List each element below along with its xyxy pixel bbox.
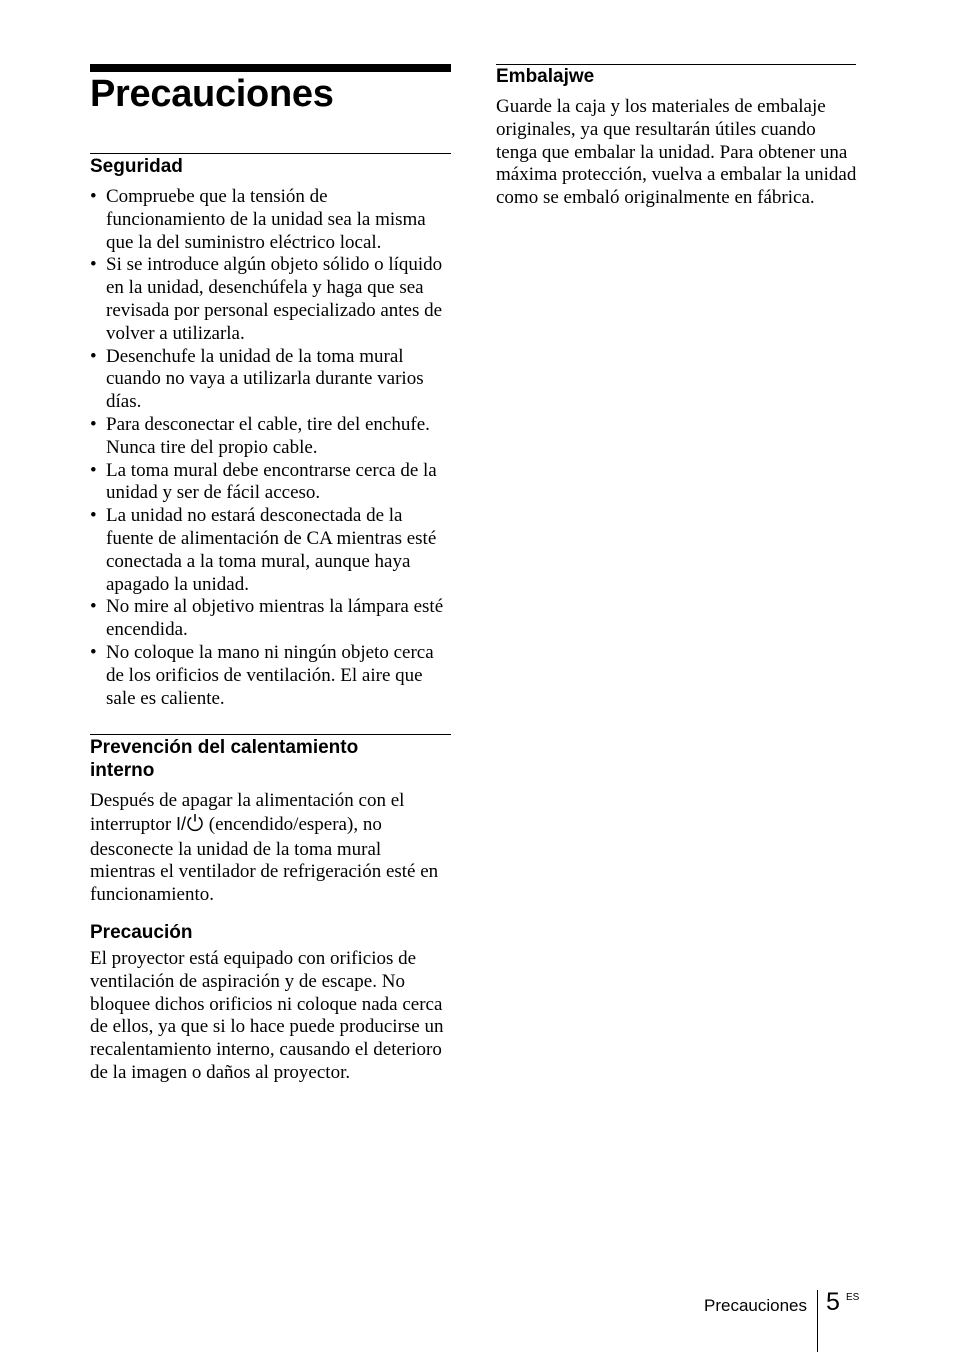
language-code: ES xyxy=(846,1292,860,1303)
list-item: • La toma mural debe encontrarse cerca de la unidad y ser de fácil acceso. xyxy=(90,460,451,506)
section-rule-prevencion xyxy=(90,734,451,735)
embalaje-paragraph: Guarde la caja y los materiales de embalaje originales, ya que resultarán útiles cuando tenga que embalar la unidad. Para obtener una máxima protección, vuelva a embalar la unidad como se embaló originalmente en fábrica. xyxy=(496,96,857,209)
list-item: • Si se introduce algún objeto sólido o líquido en la unidad, desenchúfela y haga que sea revisada por personal especializado antes de volver a utilizarla. xyxy=(90,254,451,345)
list-item: • No coloque la mano ni ningún objeto cerca de los orificios de ventilación. El aire que sale es caliente. xyxy=(90,642,451,710)
heading-prevencion-line2: interno xyxy=(90,760,155,781)
heading-embalaje: Embalajwe xyxy=(496,66,595,87)
heading-prevencion xyxy=(90,736,451,782)
heading-seguridad: Seguridad xyxy=(90,156,183,177)
prevencion-text-end: (encendido/espera), no desconecte la unidad de la toma mural mientras el ventilador de refrigeración esté en funcionamiento. xyxy=(90,813,439,906)
seguridad-list xyxy=(90,186,451,710)
heading-precaucion: Precaución xyxy=(90,922,193,943)
prevencion-text-start: Después de apagar la alimentación con el interruptor xyxy=(90,790,405,835)
page-title: Precauciones xyxy=(90,73,334,115)
section-rule-seguridad xyxy=(90,153,451,154)
list-item: • No mire al objetivo mientras la lámpara esté encendida. xyxy=(90,596,451,642)
prevencion-paragraph xyxy=(90,790,451,907)
list-item: • Desenchufe la unidad de la toma mural cuando no vaya a utilizarla durante varios días. xyxy=(90,346,451,414)
page-number: 5 xyxy=(826,1288,840,1316)
switch-label: I/ xyxy=(176,813,187,834)
power-standby-icon xyxy=(186,813,204,839)
footer-divider xyxy=(817,1290,818,1352)
list-item: • Para desconectar el cable, tire del enchufe. Nunca tire del propio cable. xyxy=(90,414,451,460)
precaucion-paragraph: El proyector está equipado con orificios de ventilación de aspiración y de escape. No bloquee dichos orificios ni coloque nada cerca de ellos, ya que si lo hace puede producirse un recalentamiento interno, causando el deterioro de la imagen o daños al proyector. xyxy=(90,948,444,1083)
list-item: • La unidad no estará desconectada de la fuente de alimentación de CA mientras esté conectada a la toma mural, aunque haya apagado la unidad. xyxy=(90,505,451,596)
footer-section-label: Precauciones xyxy=(703,1296,807,1315)
list-item: • Compruebe que la tensión de funcionamiento de la unidad sea la misma que la del suministro eléctrico local. xyxy=(90,186,451,254)
heading-prevencion-line1: Prevención del calentamiento xyxy=(90,737,359,758)
